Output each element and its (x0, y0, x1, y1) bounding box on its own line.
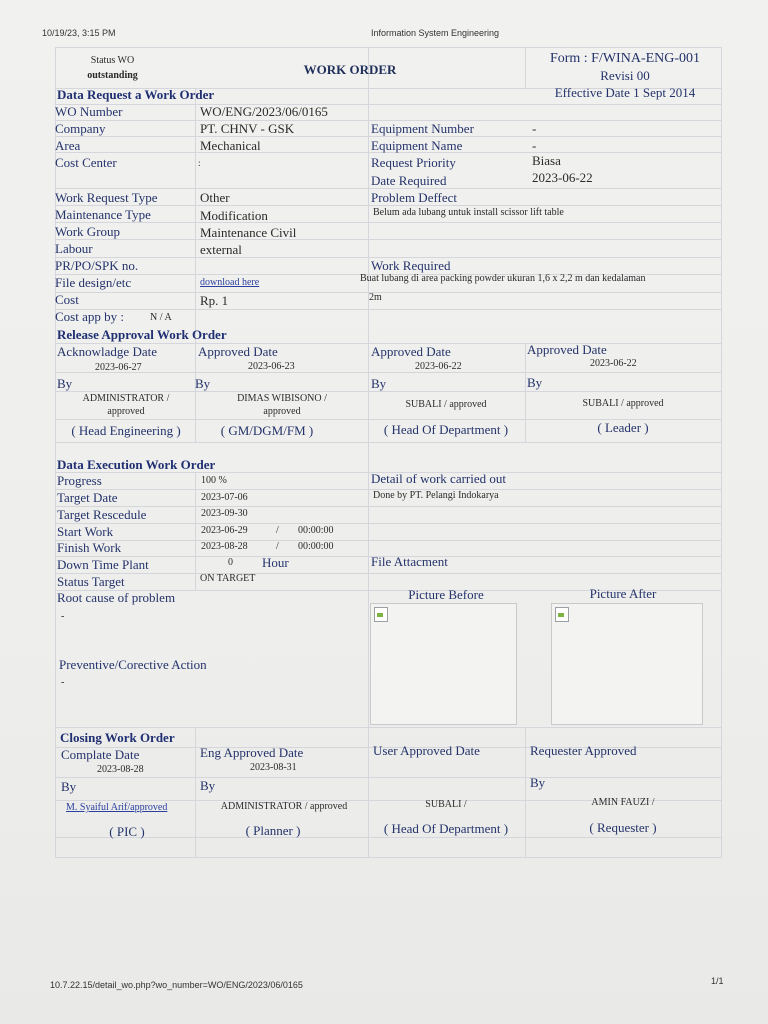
section-data-execution: Data Execution Work Order (57, 457, 216, 472)
release-col3-by-label: By (371, 376, 387, 391)
problem-deffect-label: Problem Deffect (371, 190, 458, 205)
problem-deffect-value: Belum ada lubang untuk install scissor lift table (373, 207, 564, 218)
progress-value: 100 % (201, 475, 227, 486)
request-priority-label: Request Priority (371, 155, 456, 170)
form-title: WORK ORDER (303, 62, 397, 77)
target-date-value: 2023-07-06 (201, 492, 248, 503)
status-wo-label: Status WO (90, 55, 135, 66)
cost-label: Cost (55, 292, 79, 307)
target-date-label: Target Date (57, 490, 118, 505)
downtime-label: Down Time Plant (57, 557, 149, 572)
preventive-action-value: - (61, 677, 65, 688)
work-required-line1: Buat lubang di area packing powder ukuran 1,6 x 2,2 m dan kedalaman (360, 273, 646, 284)
cost-app-value: N / A (150, 312, 172, 323)
release-col1-title: Acknowladge Date (57, 344, 157, 359)
release-col2-by: DIMAS WIBISONO / (237, 393, 327, 404)
release-col4-by: SUBALI / approved (582, 398, 664, 409)
wo-number-label: WO Number (55, 104, 123, 119)
company-value: PT. CHNV - GSK (200, 121, 295, 136)
preventive-action-label: Preventive/Corective Action (59, 657, 207, 672)
release-col4-role: ( Leader ) (597, 420, 649, 435)
equipment-number-value: - (532, 121, 537, 136)
closing-col4-by-label: By (530, 775, 546, 790)
area-value: Mechanical (200, 138, 261, 153)
closing-col3-by: SUBALI / (425, 799, 467, 810)
start-work-label: Start Work (57, 524, 114, 539)
labour-label: Labour (55, 241, 93, 256)
closing-col2-title: Eng Approved Date (200, 745, 304, 760)
work-required-label: Work Required (371, 258, 451, 273)
work-group-label: Work Group (55, 224, 121, 239)
status-wo-value: outstanding (87, 70, 138, 81)
closing-col2-role: ( Planner ) (245, 823, 301, 838)
finish-work-separator: / (276, 541, 279, 552)
print-datetime: 10/19/23, 3:15 PM (42, 28, 116, 38)
work-request-type-label: Work Request Type (55, 190, 158, 205)
print-footer-url: 10.7.22.15/detail_wo.php?wo_number=WO/ENG/2023/06/0165 (50, 980, 303, 990)
release-col3-role: ( Head Of Department ) (383, 422, 509, 437)
finish-work-date: 2023-08-28 (201, 541, 248, 552)
file-download-link[interactable]: download here (200, 277, 260, 288)
start-work-time: 00:00:00 (298, 525, 334, 536)
finish-work-label: Finish Work (57, 540, 122, 555)
release-col1-role: ( Head Engineering ) (71, 423, 181, 438)
detail-work-value: Done by PT. Pelangi Indokarya (373, 490, 499, 501)
release-col4-by-label: By (527, 375, 543, 390)
cost-app-label: Cost app by : (55, 309, 124, 324)
release-col2-title: Approved Date (198, 344, 278, 359)
file-design-label: File design/etc (55, 275, 132, 290)
closing-col4-by: AMIN FAUZI / (591, 797, 655, 808)
closing-col2-date: 2023-08-31 (250, 762, 297, 773)
release-col1-by-label: By (57, 376, 73, 391)
release-col3-date: 2023-06-22 (415, 361, 462, 372)
print-site-title: Information System Engineering (371, 28, 500, 38)
pr-po-spk-label: PR/PO/SPK no. (55, 258, 139, 273)
target-reschedule-value: 2023-09-30 (201, 508, 248, 519)
root-cause-label: Root cause of problem (57, 590, 176, 605)
release-col1-date: 2023-06-27 (95, 362, 142, 373)
closing-col4-title: Requester Approved (530, 743, 637, 758)
release-col1-status: approved (107, 406, 145, 417)
cost-center-label: Cost Center (55, 155, 117, 170)
finish-work-time: 00:00:00 (298, 541, 334, 552)
closing-col2-by-label: By (200, 778, 216, 793)
wo-number-value: WO/ENG/2023/06/0165 (200, 104, 328, 119)
section-closing-work-order: Closing Work Order (60, 730, 175, 745)
equipment-name-label: Equipment Name (371, 138, 463, 153)
broken-image-icon (374, 607, 388, 622)
release-col4-title: Approved Date (527, 342, 607, 357)
labour-value: external (200, 242, 242, 257)
status-target-value: ON TARGET (200, 573, 256, 584)
release-col2-status: approved (263, 406, 301, 417)
release-col2-date: 2023-06-23 (248, 361, 295, 372)
broken-image-icon (555, 607, 569, 622)
target-reschedule-label: Target Rescedule (57, 507, 147, 522)
maintenance-type-value: Modification (200, 208, 268, 223)
release-col3-title: Approved Date (371, 344, 451, 359)
closing-col2-by: ADMINISTRATOR / approved (220, 801, 348, 812)
equipment-number-label: Equipment Number (371, 121, 474, 136)
form-code: Form : F/WINA-ENG-001 (549, 51, 701, 66)
picture-after-label: Picture After (589, 586, 657, 601)
picture-after-frame[interactable] (551, 603, 703, 725)
release-col2-role: ( GM/DGM/FM ) (220, 423, 314, 438)
closing-col4-role: ( Requester ) (589, 820, 657, 835)
maintenance-type-label: Maintenance Type (55, 207, 151, 222)
downtime-value: 0 (228, 557, 233, 568)
date-required-value: 2023-06-22 (532, 170, 593, 185)
print-page-number: 1/1 (711, 976, 724, 986)
downtime-unit: Hour (262, 555, 289, 570)
equipment-name-value: - (532, 138, 537, 153)
closing-col1-date: 2023-08-28 (97, 764, 144, 775)
detail-work-label: Detail of work carried out (371, 471, 507, 486)
picture-before-label: Picture Before (408, 587, 484, 602)
file-attachment-label: File Attacment (371, 554, 448, 569)
progress-label: Progress (57, 473, 102, 488)
form-effective-date: Effective Date 1 Sept 2014 (554, 85, 696, 100)
closing-col3-role: ( Head Of Department ) (383, 821, 509, 836)
work-group-value: Maintenance Civil (200, 225, 297, 240)
date-required-label: Date Required (371, 173, 447, 188)
release-col3-by: SUBALI / approved (405, 399, 487, 410)
root-cause-value: - (61, 611, 65, 622)
work-required-line2: 2m (369, 292, 382, 303)
closing-col1-by-label: By (61, 779, 77, 794)
start-work-separator: / (276, 525, 279, 536)
status-target-label: Status Target (57, 574, 125, 589)
area-label: Area (55, 138, 81, 153)
closing-col1-by[interactable]: M. Syaiful Arif/approved (66, 802, 168, 813)
section-release-approval: Release Approval Work Order (57, 327, 227, 342)
cost-value: Rp. 1 (200, 293, 229, 308)
release-col1-by: ADMINISTRATOR / (82, 393, 170, 404)
closing-col1-role: ( PIC ) (109, 824, 145, 839)
start-work-date: 2023-06-29 (201, 525, 248, 536)
release-col4-date: 2023-06-22 (590, 358, 637, 369)
form-revision: Revisi 00 (600, 68, 650, 83)
company-label: Company (55, 121, 106, 136)
work-request-type-value: Other (200, 190, 230, 205)
cost-center-value: : (198, 158, 201, 168)
closing-col3-title: User Approved Date (373, 743, 480, 758)
picture-before-frame[interactable] (370, 603, 517, 725)
request-priority-value: Biasa (532, 153, 561, 168)
closing-col1-title: Complate Date (61, 747, 140, 762)
section-data-request: Data Request a Work Order (57, 87, 215, 102)
release-col2-by-label: By (195, 376, 211, 391)
